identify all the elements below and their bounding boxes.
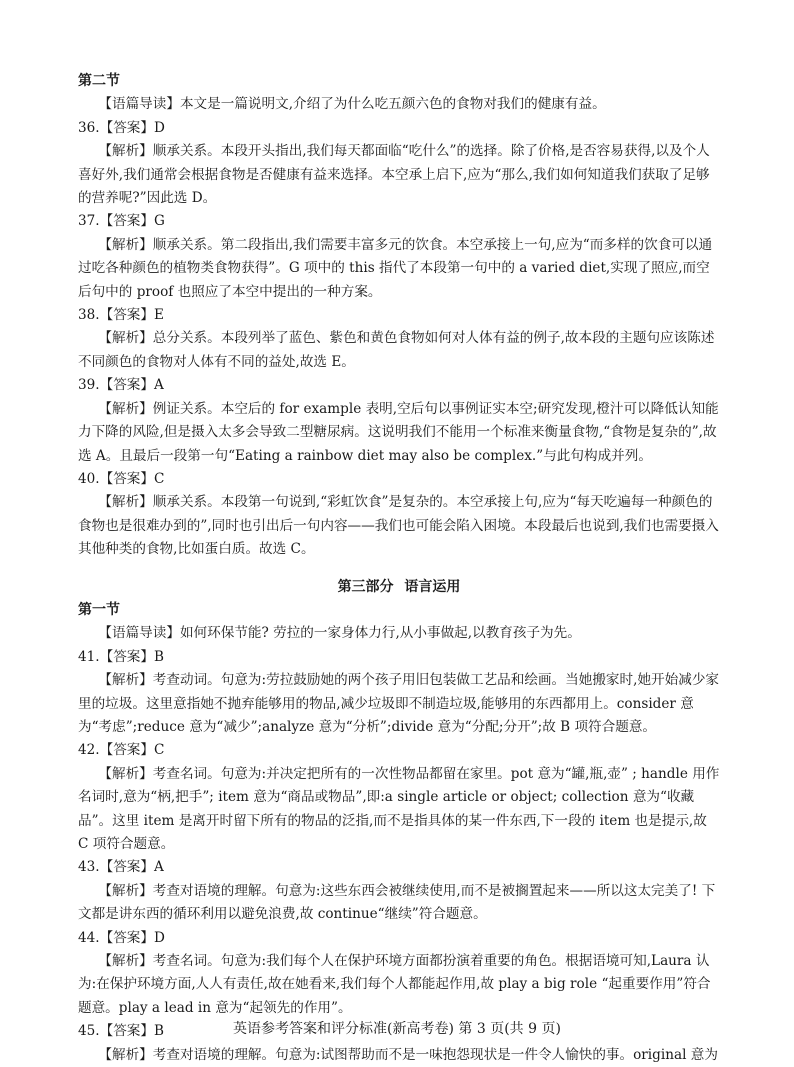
item-analysis: 【解析】考查名词。句意为:我们每个人在保护环境方面都扮演着重要的角色。根据语境可知,Laura 认为:在保护环境方面,人人有责任,故在她看来,我们每个人都能起作用,故 play a big role “起重要作用”符合题意。play a lead in 意为“起领先的作用”。: [78, 953, 711, 1016]
item-answer: 【答案】A: [99, 859, 164, 876]
item-number: 40.: [78, 470, 100, 487]
item-number: 38.: [78, 307, 100, 324]
answer-item-42: [78, 739, 720, 856]
item-analysis: 【解析】考查名词。句意为:并决定把所有的一次性物品都留在家里。pot 意为“罐,瓶,壶” ; handle 用作名词时,意为“柄,把手”; item 意为“商品或物品”,即:a single article or object; collection 意为“收藏品”。这里 item 是离开时留下所有的物品的泛指,而不是指具体的某一件东西,下一段的 item 也是提示,故 C 项符合题意。: [78, 765, 720, 852]
answer-document: [78, 70, 720, 1067]
answer-item-43: [78, 856, 720, 926]
item-number: 42.: [78, 742, 100, 759]
item-answer: 【答案】C: [99, 742, 165, 759]
item-analysis: 【解析】顺承关系。本段第一句说到,“彩虹饮食”是复杂的。本空承接上句,应为“每天吃遍每一种颜色的食物也是很难办到的”,同时也引出后一句内容——我们也可能会陷入困境。本段最后也说到,我们也需要摄入其他种类的食物,比如蛋白质。故选 C。: [78, 494, 719, 558]
item-analysis: 【解析】考查对语境的理解。句意为:试图帮助而不是一味抱怨现状是一件令人愉快的事。original 意为: [98, 1046, 718, 1063]
item-number: 37.: [78, 213, 100, 230]
item-number: 45.: [78, 1023, 100, 1040]
part-title: 第三部分 语言运用: [337, 578, 461, 595]
item-analysis: 【解析】顺承关系。本段开头指出,我们每天都面临“吃什么”的选择。除了价格,是否容易获得,以及个人喜好外,我们通常会根据食物是否健康有益来选择。本空承上启下,应为“那么,我们如何知道我们获取了足够的营养呢?”因此选 D。: [78, 143, 710, 207]
item-answer: 【答案】E: [99, 307, 164, 324]
answer-item-44: [78, 927, 720, 1021]
item-analysis: 【解析】顺承关系。第二段指出,我们需要丰富多元的饮食。本空承接上一句,应为“而多样的饮食可以通过吃各种颜色的植物类食物获得”。G 项中的 this 指代了本段第一句中的 a varied diet,实现了照应,而空后句中的 proof 也照应了本空中提出的一种方案。: [78, 236, 713, 300]
item-number: 43.: [78, 859, 100, 876]
item-answer: 【答案】C: [99, 470, 165, 487]
reading-guide: 【语篇导读】本文是一篇说明文,介绍了为什么吃五颜六色的食物对我们的健康有益。: [98, 96, 606, 113]
item-number: 44.: [78, 929, 100, 946]
item-answer: 【答案】B: [99, 1023, 164, 1040]
item-answer: 【答案】G: [99, 213, 165, 230]
answer-item-41: [78, 646, 720, 740]
answer-item-37: [78, 210, 720, 304]
item-analysis: 【解析】考查对语境的理解。句意为:这些东西会被继续使用,而不是被搁置起来——所以这太完美了! 下文都是讲东西的循环利用以避免浪费,故 continue“继续”符合题意。: [78, 882, 716, 923]
item-answer: 【答案】B: [99, 648, 164, 665]
item-number: 41.: [78, 648, 100, 665]
item-analysis: 【解析】考查动词。句意为:劳拉鼓励她的两个孩子用旧包装做工艺品和绘画。当她搬家时,她开始减少家里的垃圾。这里意指她不抛弃能够用的物品,减少垃圾即不制造垃圾,能够用的东西都用上。consider 意为“考虑”;reduce 意为“减少”;analyze 意为“分析”;divide 意为“分配;分开”;故 B 项符合题意。: [78, 672, 720, 735]
item-number: 36.: [78, 119, 100, 136]
answer-item-36: [78, 117, 720, 211]
answer-item-40: [78, 468, 720, 562]
answer-item-39: [78, 374, 720, 468]
item-answer: 【答案】D: [99, 929, 165, 946]
item-answer: 【答案】A: [99, 377, 164, 394]
page-footer: 英语参考答案和评分标准(新高考卷) 第 3 页(共 9 页): [233, 1021, 561, 1037]
section-heading: 第二节: [78, 73, 120, 89]
answer-item-38: [78, 304, 720, 374]
reading-guide: 【语篇导读】如何环保节能? 劳拉的一家身体力行,从小事做起,以教育孩子为先。: [98, 625, 581, 642]
item-analysis: 【解析】例证关系。本空后的 for example 表明,空后句以事例证实本空;研究发现,橙汁可以降低认知能力下降的风险,但是摄入太多会导致二型糖尿病。这说明我们不能用一个标准来衡量食物,“食物是复杂的”,故选 A。且最后一段第一句“Eating a rainbow diet may also be complex.”与此句构成并列。: [78, 400, 719, 464]
item-answer: 【答案】D: [99, 119, 165, 136]
item-number: 39.: [78, 377, 100, 394]
item-analysis: 【解析】总分关系。本段列举了蓝色、紫色和黄色食物如何对人体有益的例子,故本段的主题句应该陈述不同颜色的食物对人体有不同的益处,故选 E。: [78, 330, 715, 370]
section-heading: 第一节: [78, 601, 120, 618]
